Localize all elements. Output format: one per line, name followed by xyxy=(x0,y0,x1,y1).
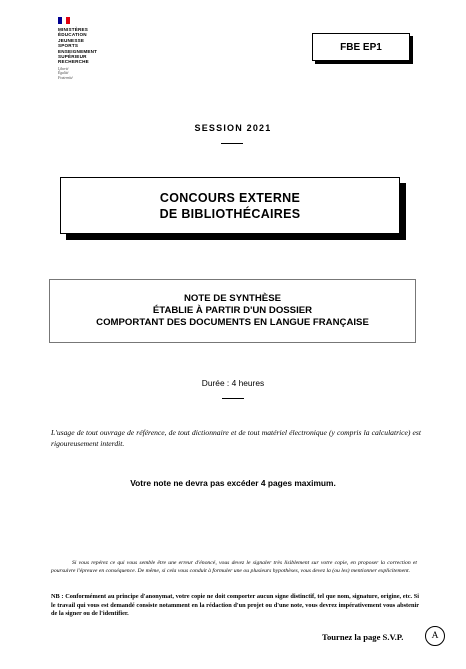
turn-page-label: Tournez la page S.V.P. xyxy=(322,632,404,642)
exam-code: FBE EP1 xyxy=(340,41,382,53)
motto-line: Liberté xyxy=(58,66,69,71)
exam-title-line: CONCOURS EXTERNE xyxy=(159,190,301,205)
ministry-line: SPORTS xyxy=(58,43,79,49)
divider xyxy=(221,143,243,144)
ministry-line: SUPÉRIEUR xyxy=(58,54,87,60)
exam-title-line: DE BIBLIOTHÉCAIRES xyxy=(159,206,301,221)
exam-title-box xyxy=(60,177,400,234)
subject-letter: A xyxy=(431,631,439,641)
ministry-logo xyxy=(58,17,128,80)
error-instructions-text: Si vous repérez ce qui vous semble être une erreur d'énoncé, vous devez le signaler très lisiblement sur votre copie, en proposer la correction et poursuivre l'épreuve en conséquence. De même, si cela vous conduit à formuler une ou plusieurs hypothèses, vous devez la (ou les) mentionner explicitement. xyxy=(51,560,417,575)
exam-subtitle-line: COMPORTANT DES DOCUMENTS EN LANGUE FRANÇAISE xyxy=(96,317,369,328)
motto-line: Fraternité xyxy=(58,75,73,80)
anonymity-note-text: NB : Conformément au principe d'anonymat, votre copie ne doit comporter aucun signe distinctif, tel que nom, signature, origine, etc. Si le travail qui vous est demandé consiste notamment en la rédaction d'un projet ou d'une note, vous devrez impérativement vous abstenir de la signer ou de l'identifier. xyxy=(51,593,419,618)
ministry-line: JEUNESSE xyxy=(58,37,85,43)
exam-subtitle-line: NOTE DE SYNTHÈSE xyxy=(183,293,282,304)
ministry-line: ENSEIGNEMENT xyxy=(58,48,98,54)
exam-subtitle-box xyxy=(49,279,416,343)
french-flag-icon xyxy=(58,17,70,24)
exam-subtitle-line: ÉTABLIE À PARTIR D'UN DOSSIER xyxy=(152,305,313,316)
flag-stripe-red xyxy=(66,17,70,24)
motto-line: Égalité xyxy=(58,71,69,76)
session-label: SESSION 2021 xyxy=(194,123,272,133)
exam-code-box xyxy=(312,33,410,61)
ministry-line: MINISTÈRES xyxy=(58,27,89,32)
subject-letter-badge xyxy=(425,626,445,646)
ministry-line: ÉDUCATION xyxy=(58,32,87,38)
divider xyxy=(222,398,244,399)
page-limit-text: Votre note ne devra pas excéder 4 pages maximum. xyxy=(130,478,336,488)
reference-rules-text: L'usage de tout ouvrage de référence, de tout dictionnaire et de tout matériel électronique (y compris la calculatrice) est rigoureusement interdit. xyxy=(51,428,421,448)
ministry-line: RECHERCHE xyxy=(58,59,89,65)
duration-label: Durée : 4 heures xyxy=(201,378,265,388)
